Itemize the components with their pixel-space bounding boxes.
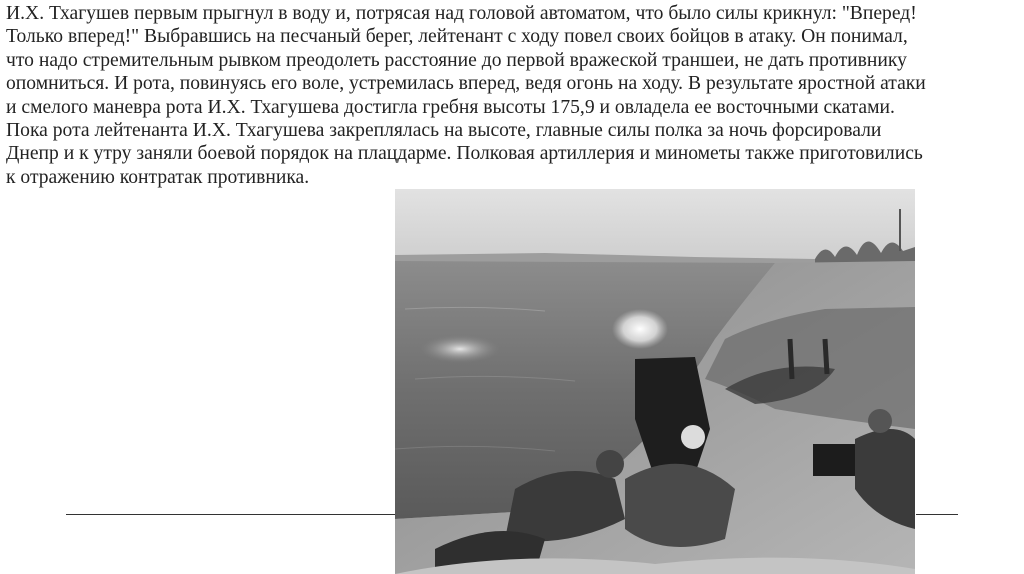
text-line: и смелого маневра рота И.Х. Тхагушева достигла гребня высоты 175,9 и овладела ее восточными скатами. bbox=[6, 96, 895, 118]
text-line: опомниться. И рота, повинуясь его воле, устремилась вперед, ведя огонь на ходу. В результате яростной атаки bbox=[6, 73, 926, 95]
text-line: Пока рота лейтенанта И.Х. Тхагушева закреплялась на высоте, главные силы полка за ночь форсировали bbox=[6, 120, 882, 142]
text-line: И.Х. Тхагушев первым прыгнул в воду и, потрясая над головой автоматом, что было силы крикнул: "Вперед! bbox=[6, 3, 917, 24]
text-line: к отражению контратак противника. bbox=[6, 166, 310, 188]
text-line: что надо стремительным рывком преодолеть расстояние до первой вражеской траншеи, не дать противнику bbox=[6, 49, 907, 71]
river-battle-photo-image bbox=[395, 189, 915, 574]
text-line: Только вперед!" Выбравшись на песчаный берег, лейтенант с ходу повел своих бойцов в атаку. Он понимал, bbox=[6, 26, 908, 48]
war-photo bbox=[395, 189, 915, 574]
divider-line-left bbox=[66, 514, 396, 515]
text-line: Днепр и к утру заняли боевой порядок на плацдарме. Полковая артиллерия и минометы также приготовились bbox=[6, 143, 923, 165]
body-text bbox=[6, 2, 1018, 189]
divider-line-right bbox=[916, 514, 958, 515]
